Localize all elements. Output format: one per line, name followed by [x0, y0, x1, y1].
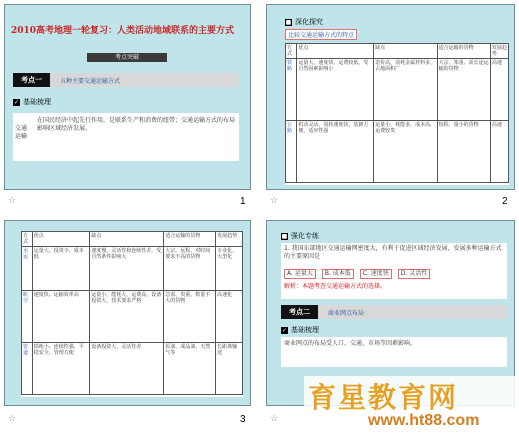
row-text: 在国民经济中起先行作用，是联系生产和消费的纽带；交通运输方式的布局影响区域经济发展。	[37, 117, 236, 132]
answer-text: 解析：本题考查交通运输方式的选择。	[284, 283, 387, 290]
square-marker-icon: ■	[281, 232, 288, 240]
slide-3[interactable]	[4, 220, 251, 406]
content-box	[13, 113, 239, 161]
slide-2[interactable]	[266, 4, 515, 190]
checkbox-icon: ✓	[281, 326, 288, 334]
table-header: 缺点	[374, 44, 437, 59]
table-header: 优点	[297, 44, 374, 59]
watermark-url: www.ht88.com	[368, 412, 480, 429]
topic-text: 商业网点布局	[328, 309, 365, 317]
comparison-table	[285, 43, 509, 183]
table-header: 优点	[32, 232, 89, 247]
table-header: 发展趋势	[216, 232, 243, 247]
table-row: 铁路 运量大、速度快、运费较低，受自然因素影响小 造价高，消耗金属材料多，占地面积广 大宗、笨重、需长途运输的货物 高速	[286, 59, 509, 121]
option-d[interactable]: D. 灵活性	[398, 269, 430, 279]
content-box	[281, 337, 507, 367]
question-text: 1. 我国东部地区交通运输网密度大，有利于促进区域经济发展，发展多种运输方式的主要原因是	[284, 245, 502, 260]
table-header: 缺点	[90, 232, 164, 247]
comparison-table	[21, 231, 243, 395]
topic-banner	[281, 305, 507, 319]
table-header: 方式	[22, 232, 33, 247]
section-header: ■ 强化专练	[281, 232, 319, 240]
option-b[interactable]: B. 成本低	[322, 269, 354, 279]
star-icon: ☆	[270, 414, 279, 424]
section-header: ✓ 基础梳理	[13, 98, 51, 106]
square-marker-icon: ■	[285, 18, 292, 26]
table-area	[21, 231, 243, 397]
topic-text: 五种主要交通运输方式	[60, 77, 121, 85]
page-number-2: 2	[502, 196, 508, 207]
content-text: 商业网点的布局受人口、交通、市场等因素影响。	[284, 340, 417, 347]
banner-label: 比较交通运输方式的特点	[285, 29, 357, 40]
options-row	[284, 269, 430, 279]
slide-1-subtitle: 考点突破	[87, 53, 167, 62]
table-row: 公路 机动灵活、周转速度快、装卸方便、适应性强 运量小，耗能多，成本高，运费较贵 短程、量小的货物 高速	[286, 121, 509, 183]
watermark	[304, 376, 519, 433]
star-icon: ☆	[270, 196, 279, 206]
section-header: ■ 深化探究	[285, 18, 323, 26]
star-icon: ☆	[8, 196, 17, 206]
slide-1[interactable]	[4, 4, 251, 190]
table-header: 发展趋势	[491, 45, 507, 57]
star-icon: ☆	[8, 414, 17, 424]
topic-label: 考点一	[13, 73, 50, 87]
page-number-3: 3	[240, 414, 246, 425]
slide-1-title: 2010高考地理一轮复习：人类活动地域联系的主要方式	[11, 26, 235, 36]
table-row: 航空 速度快、运输效率高 运量小，能耗大，运费高，设备投资大，技术要求严格 急需、贵重、数量不大的货物 高速化	[22, 291, 243, 343]
option-a[interactable]: A. 运量大	[284, 269, 316, 279]
table-area	[285, 43, 509, 185]
question-box	[281, 243, 507, 299]
page-number-1: 1	[240, 196, 246, 207]
table-header: 适合运输的货物	[437, 44, 490, 59]
table-row: 水运 运量大、投资少、成本低 速度慢，灵活性和连续性差，受自然条件影响大 大宗、远程、对时间要求不高的货物 专业化、大型化	[22, 247, 243, 291]
table-header: 方式	[286, 44, 297, 59]
checkbox-icon: ✓	[13, 98, 20, 106]
table-row: 管道 损耗小、连续性强、平稳安全、管理方便 设备投资大，灵活性差 原油、成品油、天然气等 长距离输送	[22, 343, 243, 395]
table-header: 适合运输的货物	[164, 232, 216, 247]
topic-label: 考点二	[281, 305, 318, 319]
topic-banner	[13, 73, 239, 87]
watermark-title: 育星教育网	[308, 381, 459, 414]
section-header: ✓ 基础梳理	[281, 326, 319, 334]
row-label: 交通 运输	[15, 125, 28, 140]
option-c[interactable]: C. 速度快	[360, 269, 392, 279]
